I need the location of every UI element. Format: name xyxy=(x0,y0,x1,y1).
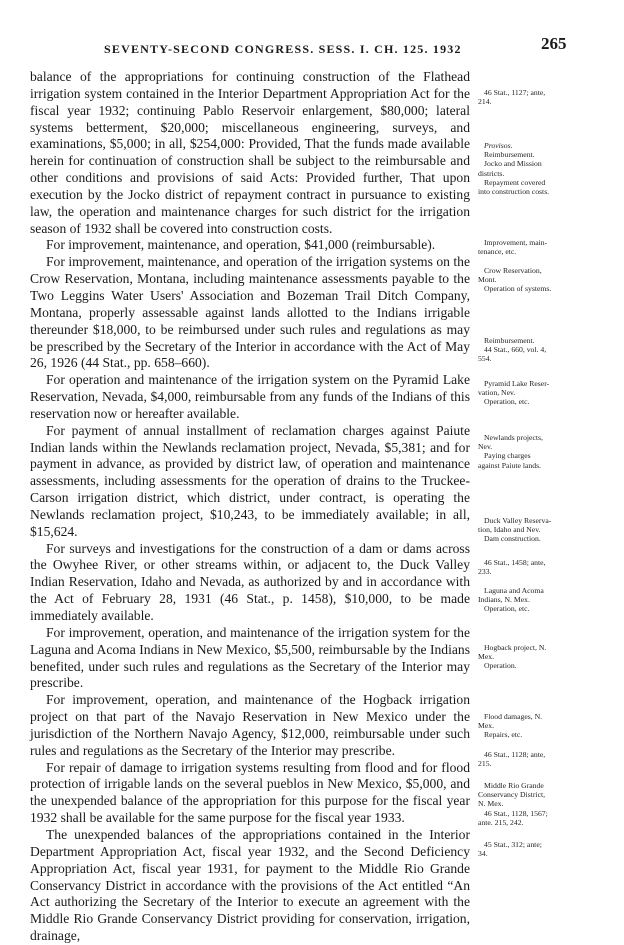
margin-note-line: 46 Stat., 1128; ante, xyxy=(484,750,546,759)
main-text xyxy=(30,69,470,945)
margin-note-line: Duck Valley Reserva- xyxy=(484,516,552,525)
margin-note xyxy=(478,266,618,294)
margin-note xyxy=(478,88,618,106)
margin-note-line: Reimbursement. xyxy=(484,336,535,345)
margin-note-line: Flood damages, N. xyxy=(484,712,543,721)
margin-note-line: 44 Stat., 660, vol. 4, xyxy=(484,345,547,355)
margin-note-line: tenance, etc. xyxy=(478,247,517,257)
margin-note-line: Repairs, etc. xyxy=(484,730,523,740)
margin-note-line: Reimbursement. xyxy=(484,150,535,160)
margin-note-line: 554. xyxy=(478,354,492,364)
margin-note-line: Mex. xyxy=(478,652,495,662)
margin-note-line: 46 Stat., 1127; ante, xyxy=(484,88,546,97)
margin-note-line: Nev. xyxy=(478,442,493,452)
margin-note xyxy=(478,558,618,576)
margin-note-line: 46 Stat., 1458; ante, xyxy=(484,558,546,567)
margin-note-line: 45 Stat., 312; ante; xyxy=(484,840,542,849)
margin-note xyxy=(478,336,618,364)
margin-note-line: districts. xyxy=(478,168,505,178)
margin-note-line: Repayment covered xyxy=(484,177,546,187)
margin-note xyxy=(478,141,618,196)
margin-note-line: Pyramid Lake Reser- xyxy=(484,379,550,388)
margin-note-line: into construction costs. xyxy=(478,187,550,197)
margin-note-line: Paying charges xyxy=(484,451,531,461)
margin-note-line: 233. xyxy=(478,567,492,577)
margin-note-line: Jocko and Mission xyxy=(484,159,542,169)
margin-note-line: Mex. xyxy=(478,721,495,731)
margin-note-line: Hogback project, N. xyxy=(484,643,547,652)
paragraph-laguna-acoma: For improvement, operation, and maintenance of the irrigation system for the Laguna and Acoma Indians in New Mexico, $5,500, reimbursable by the Indians benefited, under such rules and regulations as the Secretary of the Interior may prescribe. xyxy=(30,624,470,691)
paragraph-hogback: For improvement, operation, and maintenance of the Hogback irrigation project on that part of the Navajo Reservation in New Mexico under the jurisdiction of the Northern Navajo Agency, $12,000, reimbursable under such rules and regulations as the Secretary of the Interior may prescribe. xyxy=(30,692,470,758)
margin-note-line: Newlands projects, xyxy=(484,433,543,442)
paragraph-improvement: For improvement, maintenance, and operation, $41,000 (reimbursable). xyxy=(46,237,436,253)
page-number: 265 xyxy=(541,34,567,53)
margin-note-line: Operation. xyxy=(484,661,517,671)
margin-note-line: Operation of systems. xyxy=(484,284,552,294)
paragraph-pyramid-lake: For operation and maintenance of the irrigation system on the Pyramid Lake Reservation, Nevada, $4,000, reimbursable from any funds of the Indians of this reservation now or hereafter available. xyxy=(30,372,470,421)
margin-note-line: ante. 215, 242. xyxy=(478,817,524,827)
margin-note xyxy=(478,840,618,858)
margin-note-line: Provisos. xyxy=(484,141,513,150)
margin-note-line: vation, Nev. xyxy=(478,388,516,398)
margin-note-line: 46 Stat., 1128, 1567; xyxy=(484,808,548,818)
margin-notes xyxy=(478,0,620,900)
margin-note-line: 214. xyxy=(478,97,492,107)
margin-note-line: Conservancy District, xyxy=(478,790,546,800)
paragraph-duck-valley: For surveys and investigations for the construction of a dam or dams across the Owyhee River, or other streams within, or adjacent to, the Duck Valley Indian Reservation, Idaho and Nevada, as authorized by and in accordance with the Act of February 28, 1931 (46 Stat., p. 1458), $10,000, to be made immediately available. xyxy=(30,540,470,623)
paragraph-newlands: For payment of annual installment of reclamation charges against Paiute Indian lands within the Newlands reclamation project, Nevada, $5,381; and for payment in advance, as provided by district law, of operation and maintenance assessments, including assessments for the operation of drains to the Truckee-Carson irrigation district, which district, under contract, is operating the Newlands reclamation project, $10,243, to be immediately available; in all, $15,624. xyxy=(30,422,470,539)
margin-note-line: Mont. xyxy=(478,275,497,285)
running-head: SEVENTY-SECOND CONGRESS. SESS. I. CH. 125. 1932 xyxy=(104,42,462,56)
margin-note-line: Indians, N. Mex. xyxy=(478,595,530,605)
margin-note-line: tion, Idaho and Nev. xyxy=(478,525,541,535)
margin-note xyxy=(478,516,618,544)
margin-note xyxy=(478,586,618,614)
margin-note-line: against Paiute lands. xyxy=(478,460,541,470)
margin-note-line: N. Mex. xyxy=(478,799,504,809)
margin-note xyxy=(478,379,618,407)
paragraph-middle-rio-grande: The unexpended balances of the appropriations contained in the Interior Department Appropriation Act, fiscal year 1932, and the Second Deficiency Appropriation Act, fiscal year 1931, for payment to the Middle Rio Grande Conservancy District in accordance with the provisions of the Act entitled “An Act authorizing the Secretary of the Interior to execute an agreement with the Middle Rio Grande Conservancy District providing for conservation, irrigation, drainage, xyxy=(30,826,470,944)
margin-note-line: Operation, etc. xyxy=(484,604,530,614)
margin-note xyxy=(478,643,618,671)
margin-note-line: Dam construction. xyxy=(484,534,541,544)
margin-note xyxy=(478,750,618,768)
margin-note xyxy=(478,238,618,256)
margin-note xyxy=(478,781,618,827)
margin-note-line: Middle Rio Grande xyxy=(484,781,544,790)
paragraph-crow: For improvement, maintenance, and operation of the irrigation systems on the Crow Reservation, Montana, including maintenance assessments payable to the Two Leggins Water Users' Association and Bozeman Trail Ditch Company, Montana, properly assessable against lands allotted to the Indians irrigable thereunder $18,000, to be reimbursed under such rules and regulations as may be prescribed by the Secretary of the Interior in accordance with the Act of May 26, 1926 (44 Stat., pp. 658–660). xyxy=(30,254,470,371)
margin-note-line: 215. xyxy=(478,759,492,769)
paragraph-flood-damage: For repair of damage to irrigation systems resulting from flood and for flood protection of irrigable lands on the several pueblos in New Mexico, $5,000, and the unexpended balance of the appropriation for this purpose for the fiscal year 1932 shall be available for the same purpose for the fiscal year 1933. xyxy=(30,759,470,826)
margin-note-line: Laguna and Acoma xyxy=(484,586,544,595)
margin-note-line: Operation, etc. xyxy=(484,397,530,407)
margin-note-line: 34. xyxy=(478,849,488,859)
margin-note-line: Crow Reservation, xyxy=(484,266,542,275)
margin-note-line: Improvement, main- xyxy=(484,238,548,247)
margin-note xyxy=(478,712,618,740)
margin-note xyxy=(478,433,618,470)
paragraph-flathead: balance of the appropriations for continuing construction of the Flathead irrigation system contained in the Interior Department Appropriation Act for the fiscal year 1932; continuing Pablo Reservoir enlargement, $80,000; lateral systems betterment, $20,000; miscellaneous engineering, surveys, and examinations, $5,000; in all, $254,000: Provided, That the funds made available herein for continuation of construction shall be subject to the reimbursable and other conditions and provisions of said Acts: Provided further, That upon execution by the Jocko district of repayment contract in pursuance to existing law, the operation and maintenance charges for such district for the irrigation season of 1932 shall be covered into construction costs. xyxy=(30,69,470,236)
